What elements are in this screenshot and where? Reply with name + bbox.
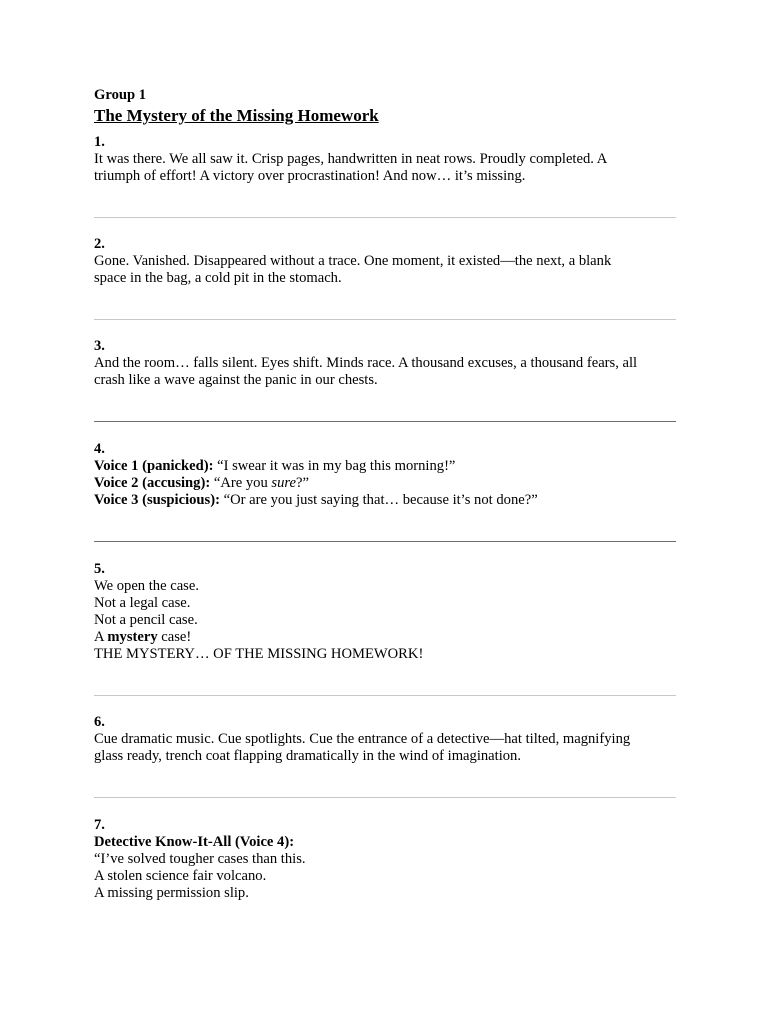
paragraph-line: Not a pencil case. bbox=[94, 612, 198, 628]
divider bbox=[94, 421, 676, 422]
paragraph-line: Gone. Vanished. Disappeared without a trace. One moment, it existed—the next, a blank bbox=[94, 253, 612, 269]
paragraph-line: Not a legal case. bbox=[94, 595, 191, 611]
section-3 bbox=[94, 338, 676, 389]
dialogue-text: “Are you bbox=[210, 475, 272, 491]
section-4 bbox=[94, 441, 676, 509]
paragraph-line: “I’ve solved tougher cases than this. bbox=[94, 851, 306, 867]
dialogue-line-voice-2 bbox=[94, 475, 676, 492]
speaker-label: Detective Know-It-All (Voice 4): bbox=[94, 834, 295, 850]
page-title: The Mystery of the Missing Homework bbox=[94, 106, 379, 125]
section-1 bbox=[94, 134, 676, 185]
paragraph-line: A stolen science fair volcano. bbox=[94, 868, 267, 884]
section-number: 5. bbox=[94, 561, 105, 577]
group-heading: Group 1 bbox=[94, 87, 147, 103]
section-number: 3. bbox=[94, 338, 105, 354]
paragraph-line: Cue dramatic music. Cue spotlights. Cue the entrance of a detective—hat tilted, magnifying bbox=[94, 731, 631, 747]
section-number: 4. bbox=[94, 441, 105, 457]
paragraph-line: space in the bag, a cold pit in the stomach. bbox=[94, 270, 342, 286]
speaker-label: Voice 1 (panicked): bbox=[94, 458, 214, 474]
paragraph-line: triumph of effort! A victory over procrastination! And now… it’s missing. bbox=[94, 168, 526, 184]
section-number: 2. bbox=[94, 236, 105, 252]
section-number: 1. bbox=[94, 134, 105, 150]
emphasis-text: sure bbox=[271, 475, 296, 491]
speaker-label: Voice 2 (accusing): bbox=[94, 475, 211, 491]
divider bbox=[94, 541, 676, 542]
document-page bbox=[94, 87, 676, 902]
plain-text: case! bbox=[157, 629, 192, 645]
speaker-label: Voice 3 (suspicious): bbox=[94, 492, 220, 508]
section-6 bbox=[94, 714, 676, 765]
dialogue-text: ?” bbox=[296, 475, 309, 491]
section-number: 7. bbox=[94, 817, 105, 833]
dialogue-line-voice-1 bbox=[94, 458, 676, 475]
divider bbox=[94, 797, 676, 798]
paragraph-line: THE MYSTERY… OF THE MISSING HOMEWORK! bbox=[94, 646, 424, 662]
emphasis-text: mystery bbox=[107, 629, 158, 645]
paragraph-line: It was there. We all saw it. Crisp pages, handwritten in neat rows. Proudly completed. A bbox=[94, 151, 608, 167]
section-5 bbox=[94, 561, 676, 663]
dialogue-text: “I swear it was in my bag this morning!” bbox=[213, 458, 456, 474]
paragraph-line: glass ready, trench coat flapping dramatically in the wind of imagination. bbox=[94, 748, 522, 764]
paragraph-line: We open the case. bbox=[94, 578, 199, 594]
paragraph-line: A missing permission slip. bbox=[94, 885, 249, 901]
section-2 bbox=[94, 236, 676, 287]
plain-text: A bbox=[94, 629, 108, 645]
paragraph-line bbox=[94, 629, 676, 646]
divider bbox=[94, 217, 676, 218]
paragraph-line: crash like a wave against the panic in our chests. bbox=[94, 372, 378, 388]
section-number: 6. bbox=[94, 714, 105, 730]
paragraph-line: And the room… falls silent. Eyes shift. Minds race. A thousand excuses, a thousand fears, all bbox=[94, 355, 638, 371]
dialogue-text: “Or are you just saying that… because it’s not done?” bbox=[219, 492, 538, 508]
dialogue-line-voice-3 bbox=[94, 492, 676, 509]
divider bbox=[94, 319, 676, 320]
section-7 bbox=[94, 817, 676, 902]
divider bbox=[94, 695, 676, 696]
